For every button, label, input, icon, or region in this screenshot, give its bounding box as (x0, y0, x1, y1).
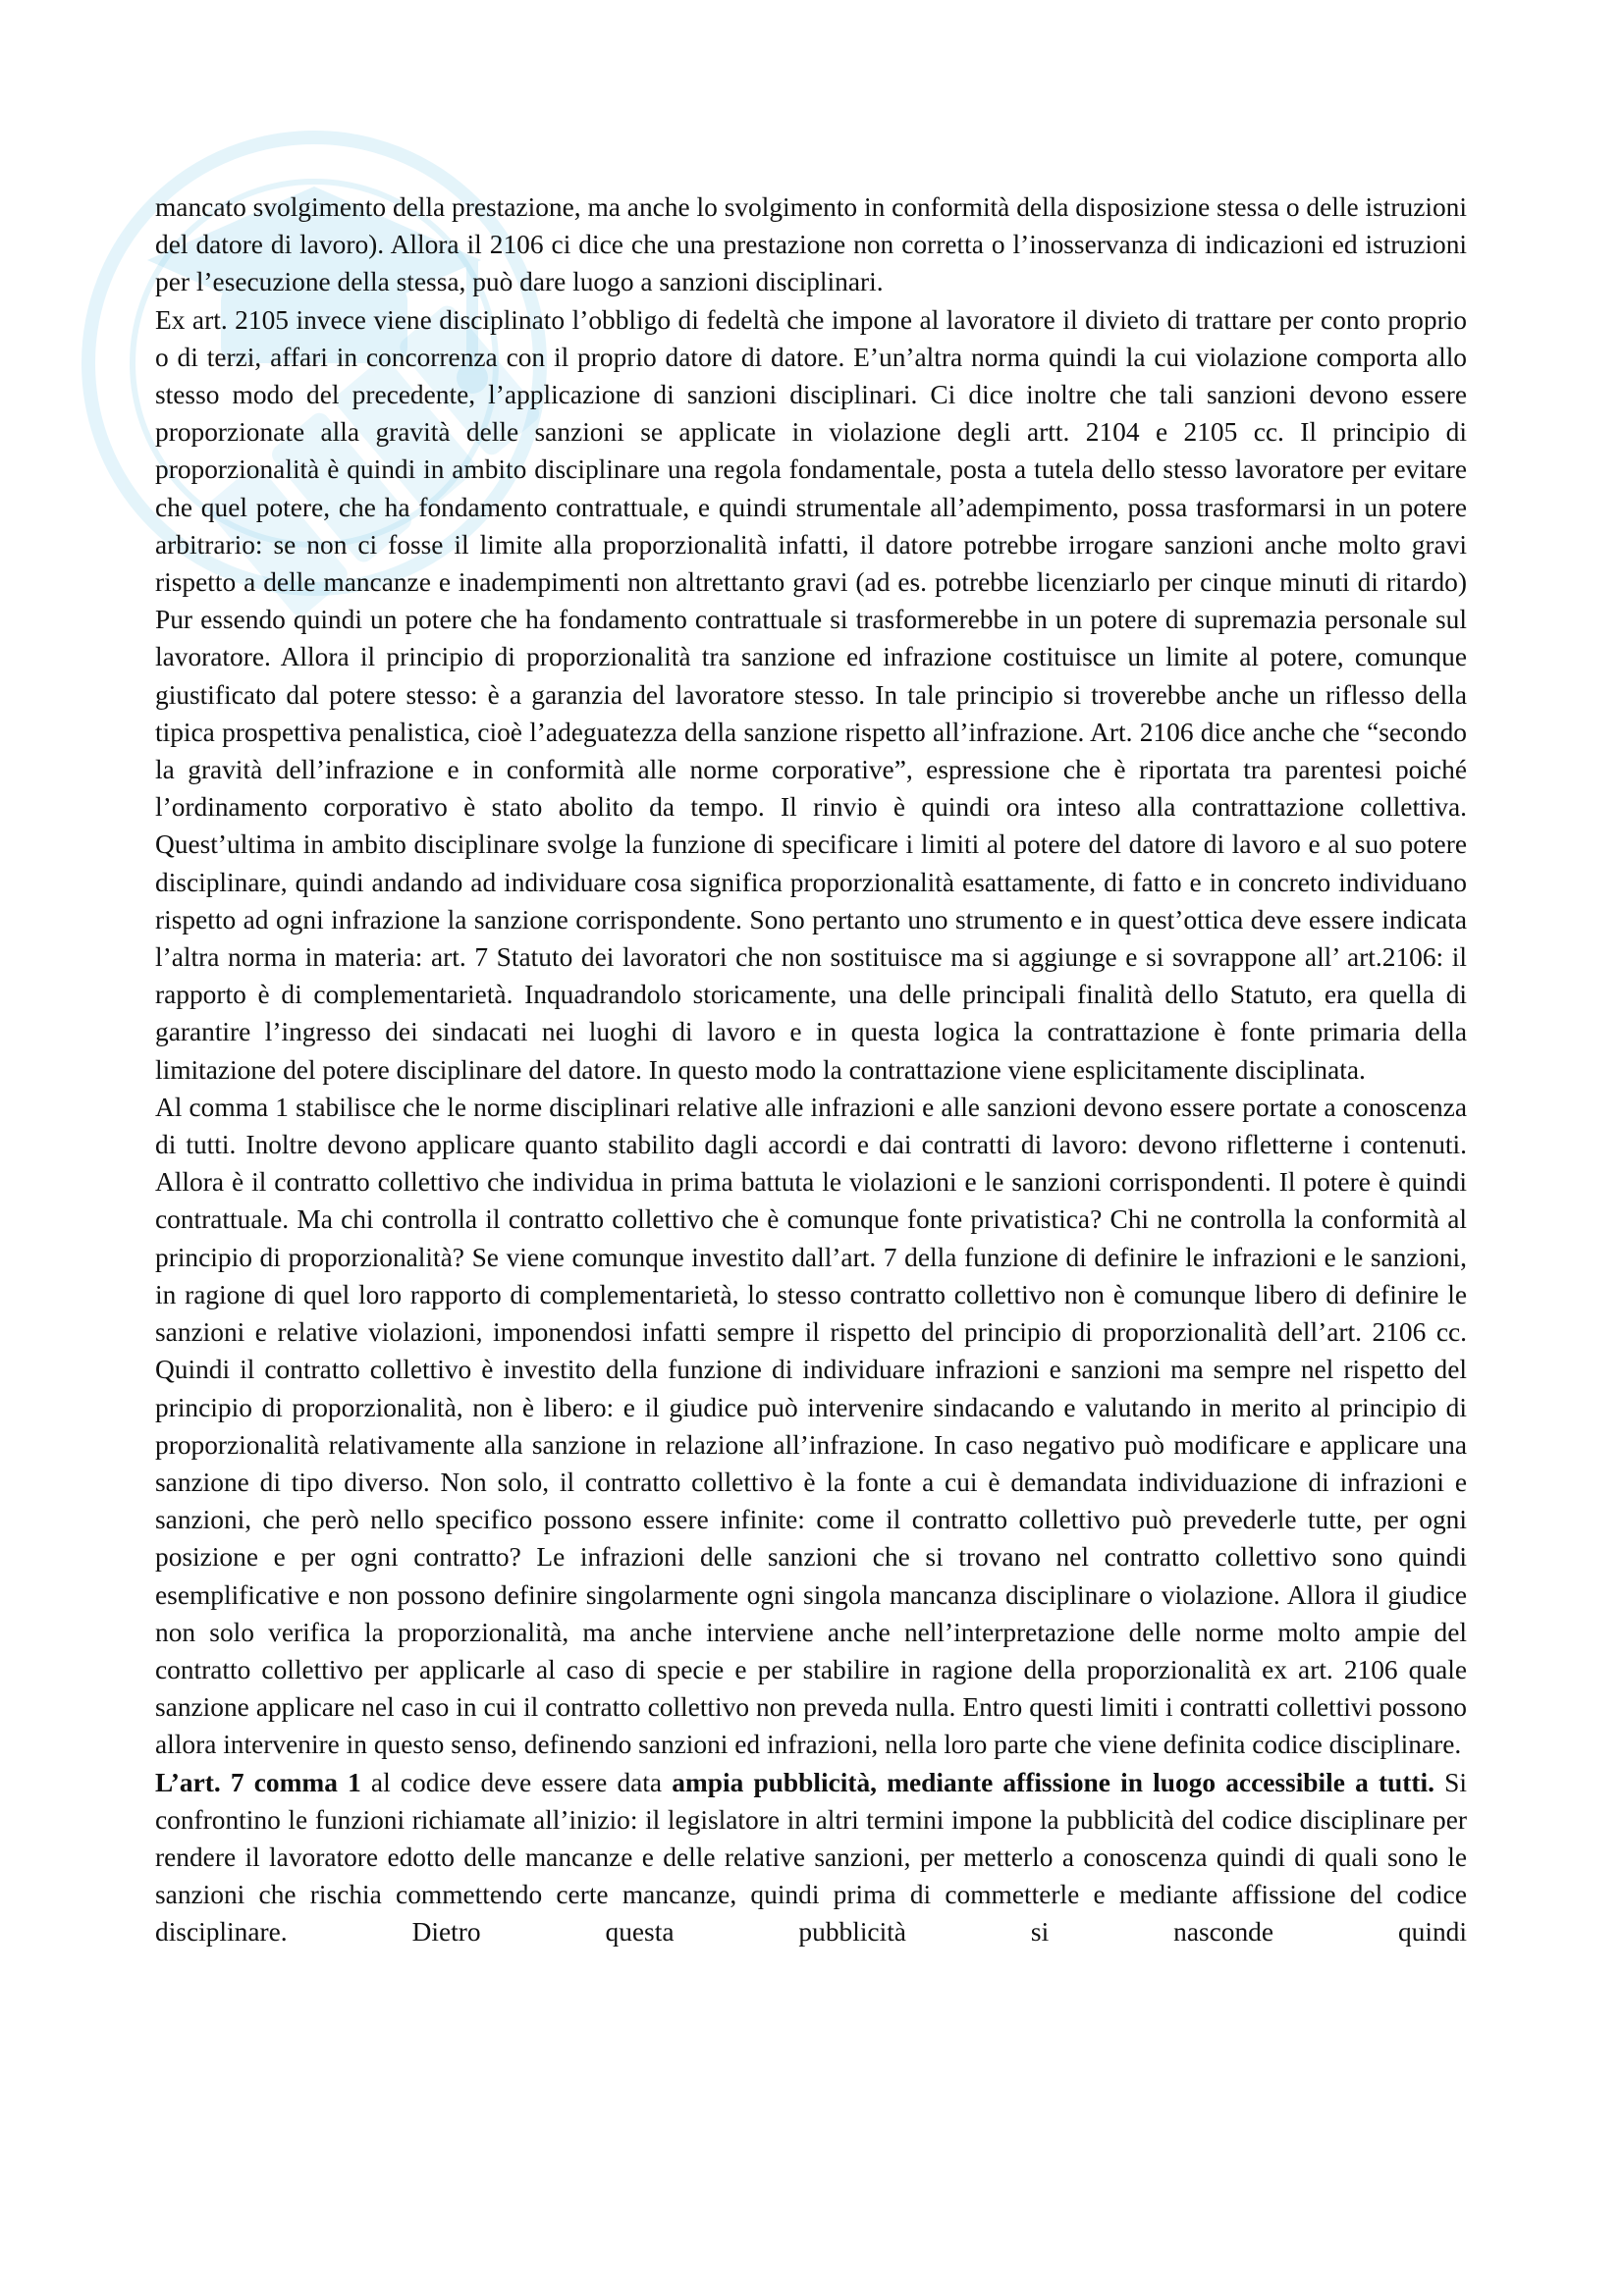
paragraph-1: mancato svolgimento della prestazione, ma anche lo svolgimento in conformità della disposizione stessa o delle istruzioni del datore di lavoro). Allora il 2106 ci dice che una prestazione non corretta o l’inosservanza di indicazioni ed istruzioni per l’esecuzione della stessa, può dare luogo a sanzioni disciplinari. (155, 192, 1467, 297)
bold-reference-art-7: L’art. 7 comma 1 (155, 1767, 361, 1797)
paragraph-4-text-a: al codice deve essere data (360, 1767, 673, 1797)
bold-publicity-clause: ampia pubblicità, mediante affissione in luogo accessibile a tutti. (672, 1767, 1434, 1797)
paragraph-4-text-b: Si confrontino le funzioni richiamate all’inizio: il legislatore in altri termini impone la pubblicità del codice disciplinare per rendere il lavoratore edotto delle mancanze e delle relative sanzioni, per metterlo a conoscenza quindi di quali sono le sanzioni che rischia commettendo certe mancanze, quindi prima di commetterle e mediante affissione del codice disciplinare. Dietro questa pubblicità si nasconde quindi (155, 1767, 1468, 1948)
paragraph-3: Al comma 1 stabilisce che le norme disciplinari relative alle infrazioni e alle sanzioni devono essere portate a conoscenza di tutti. Inoltre devono applicare quanto stabilito dagli accordi e dai contratti di lavoro: devono rifletterne i contenuti. Allora è il contratto collettivo che individua in prima battuta le violazioni e le sanzioni corrispondenti. Il potere è quindi contrattuale. Ma chi controlla il contratto collettivo che è comunque fonte privatistica? Chi ne controlla la conformità al principio di proporzionalità? Se viene comunque investito dall’art. 7 della funzione di definire le infrazioni e le sanzioni, in ragione di quel loro rapporto di complementarietà, lo stesso contratto collettivo non è comunque libero di definire le sanzioni e relative violazioni, imponendosi infatti sempre il rispetto del principio di proporzionalità dell’art. 2106 cc. Quindi il contratto collettivo è investito della funzione di individuare infrazioni e sanzioni ma sempre nel rispetto del principio di proporzionalità, non è libero: e il giudice può intervenire sindacando e valutando in merito al principio di proporzionalità relativamente alla sanzione in relazione all’infrazione. In caso negativo può modificare e applicare una sanzione di tipo diverso. Non solo, il contratto collettivo è la fonte a cui è demandata individuazione di infrazioni e sanzioni, che però nello specifico possono essere infinite: come il contratto collettivo può prevederle tutte, per ogni posizione e per ogni contratto? Le infrazioni delle sanzioni che si trovano nel contratto collettivo sono quindi esemplificative e non possono definire singolarmente ogni singola mancanza disciplinare o violazione. Allora il giudice non solo verifica la proporzionalità, ma anche interviene anche nell’interpretazione delle norme molto ampie del contratto collettivo per applicarle al caso di specie e per stabilire in ragione della proporzionalità ex art. 2106 quale sanzione applicare nel caso in cui il contratto collettivo non preveda nulla. Entro questi limiti i contratti collettivi possono allora intervenire in questo senso, definendo sanzioni ed infrazioni, nella loro parte che viene definita codice disciplinare. (155, 1092, 1467, 1760)
document-body (155, 188, 1467, 1951)
paragraph-4 (155, 1764, 1467, 1951)
paragraph-2: Ex art. 2105 invece viene disciplinato l’obbligo di fedeltà che impone al lavoratore il divieto di trattare per conto proprio o di terzi, affari in concorrenza con il proprio datore di datore. E’un’altra norma quindi la cui violazione comporta allo stesso modo del precedente, l’applicazione di sanzioni disciplinari. Ci dice inoltre che tali sanzioni devono essere proporzionate alla gravità delle sanzioni se applicate in violazione degli artt. 2104 e 2105 cc. Il principio di proporzionalità è quindi in ambito disciplinare una regola fondamentale, posta a tutela dello stesso lavoratore per evitare che quel potere, che ha fondamento contrattuale, e quindi strumentale all’adempimento, possa trasformarsi in un potere arbitrario: se non ci fosse il limite alla proporzionalità infatti, il datore potrebbe irrogare sanzioni anche molto gravi rispetto a delle mancanze e inadempimenti non altrettanto gravi (ad es. potrebbe licenziarlo per cinque minuti di ritardo) Pur essendo quindi un potere che ha fondamento contrattuale si trasformerebbe in un potere di supremazia personale sul lavoratore. Allora il principio di proporzionalità tra sanzione ed infrazione costituisce un limite al potere, comunque giustificato dal potere stesso: è a garanzia del lavoratore stesso. In tale principio si troverebbe anche un riflesso della tipica prospettiva penalistica, cioè l’adeguatezza della sanzione rispetto all’infrazione. Art. 2106 dice anche che “secondo la gravità dell’infrazione e in conformità alle norme corporative”, espressione che è riportata tra parentesi poiché l’ordinamento corporativo è stato abolito da tempo. Il rinvio è quindi ora inteso alla contrattazione collettiva. Quest’ultima in ambito disciplinare svolge la funzione di specificare i limiti al potere del datore di lavoro e al suo potere disciplinare, quindi andando ad individuare cosa significa proporzionalità esattamente, di fatto e in concreto individuano rispetto ad ogni infrazione la sanzione corrispondente. Sono pertanto uno strumento e in quest’ottica deve essere indicata l’altra norma in materia: art. 7 Statuto dei lavoratori che non sostituisce ma si aggiunge e si sovrappone all’ art.2106: il rapporto è di complementarietà. Inquadrandolo storicamente, una delle principali finalità dello Statuto, era quella di garantire l’ingresso dei sindacati nei luoghi di lavoro e in questa logica la contrattazione è fonte primaria della limitazione del potere disciplinare del datore. In questo modo la contrattazione viene esplicitamente disciplinata. (155, 304, 1467, 1085)
